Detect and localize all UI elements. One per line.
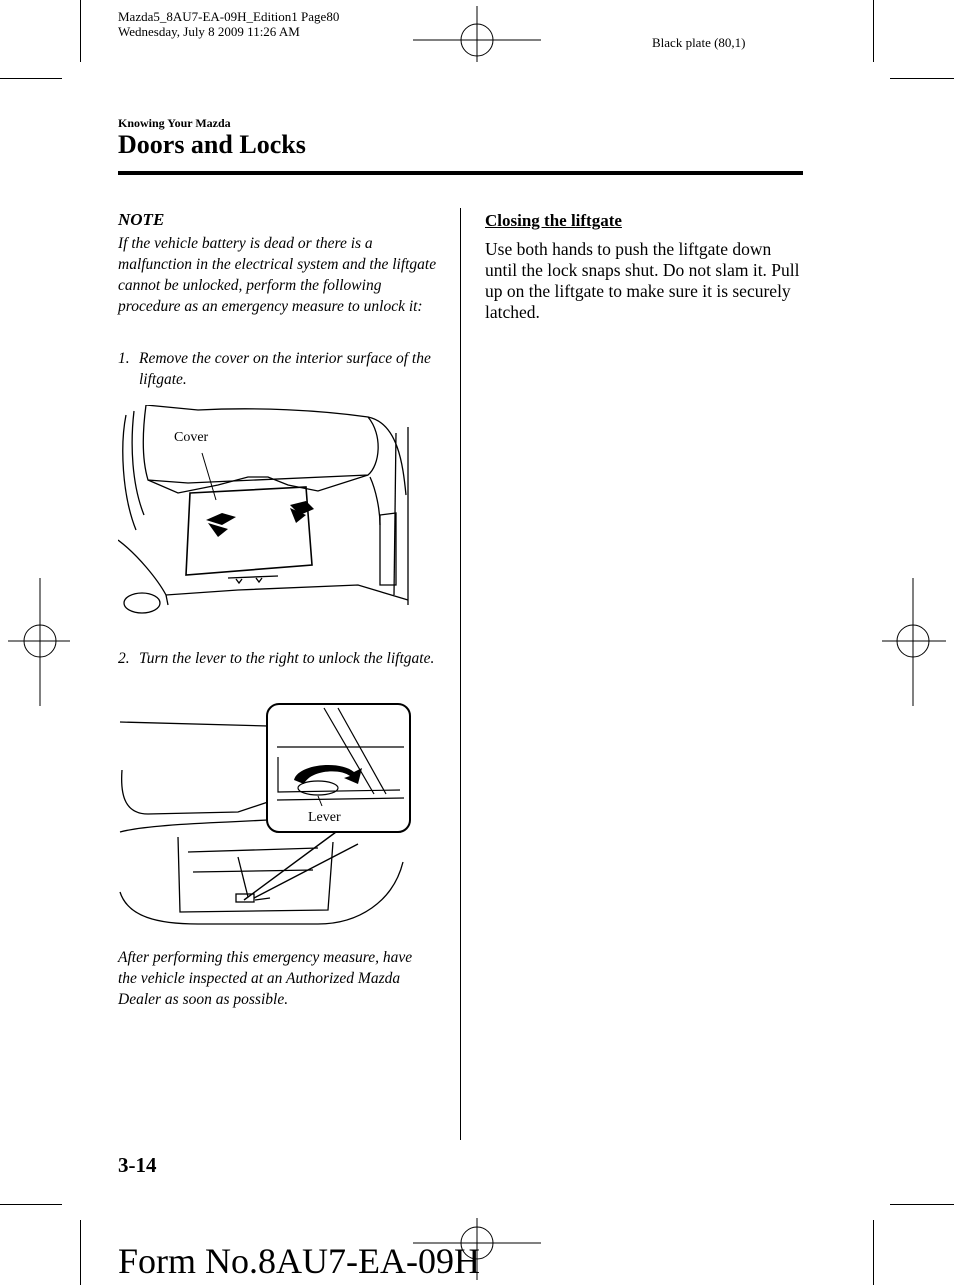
- step-number: 2.: [118, 650, 130, 667]
- closing-liftgate-heading: Closing the liftgate: [485, 211, 622, 230]
- lever-illustration: [118, 702, 414, 930]
- liftgate-cover-illustration: [118, 405, 410, 627]
- note-heading: NOTE: [118, 210, 165, 229]
- step-1: [118, 348, 438, 390]
- step-number: 1.: [118, 350, 130, 367]
- closing-liftgate-text: Use both hands to push the liftgate down until the lock snaps shut. Do not slam it. Pull up on the liftgate to make sure it is securely latched.: [485, 239, 800, 322]
- file-info-line: Mazda5_8AU7-EA-09H_Edition1 Page80: [118, 9, 340, 24]
- column-divider: [460, 208, 461, 1140]
- section-label: Knowing Your Mazda: [118, 116, 231, 130]
- form-number: Form No.8AU7-EA-09H: [118, 1241, 480, 1281]
- title-rule: [118, 171, 803, 175]
- cover-label: Cover: [174, 430, 209, 445]
- figure-liftgate-cover: [118, 405, 410, 627]
- plate-info: Black plate (80,1): [652, 35, 746, 50]
- step-text: Turn the lever to the right to unlock the liftgate.: [139, 650, 435, 667]
- note-text: If the vehicle battery is dead or there is a malfunction in the electrical system and the liftgate cannot be unlocked, perform the following procedure as an emergency measure to unlock it:: [118, 235, 437, 315]
- lever-label: Lever: [308, 810, 341, 825]
- figure-liftgate-lever: [118, 702, 414, 930]
- page-title: Doors and Locks: [118, 130, 306, 159]
- step-text: Remove the cover on the interior surface of the liftgate.: [139, 350, 431, 388]
- after-emergency-text: After performing this emergency measure, have the vehicle inspected at an Authorized Mazda Dealer as soon as possible.: [118, 949, 413, 1008]
- page-number: 3-14: [118, 1153, 157, 1177]
- step-2: [118, 648, 438, 690]
- date-line: Wednesday, July 8 2009 11:26 AM: [118, 24, 300, 39]
